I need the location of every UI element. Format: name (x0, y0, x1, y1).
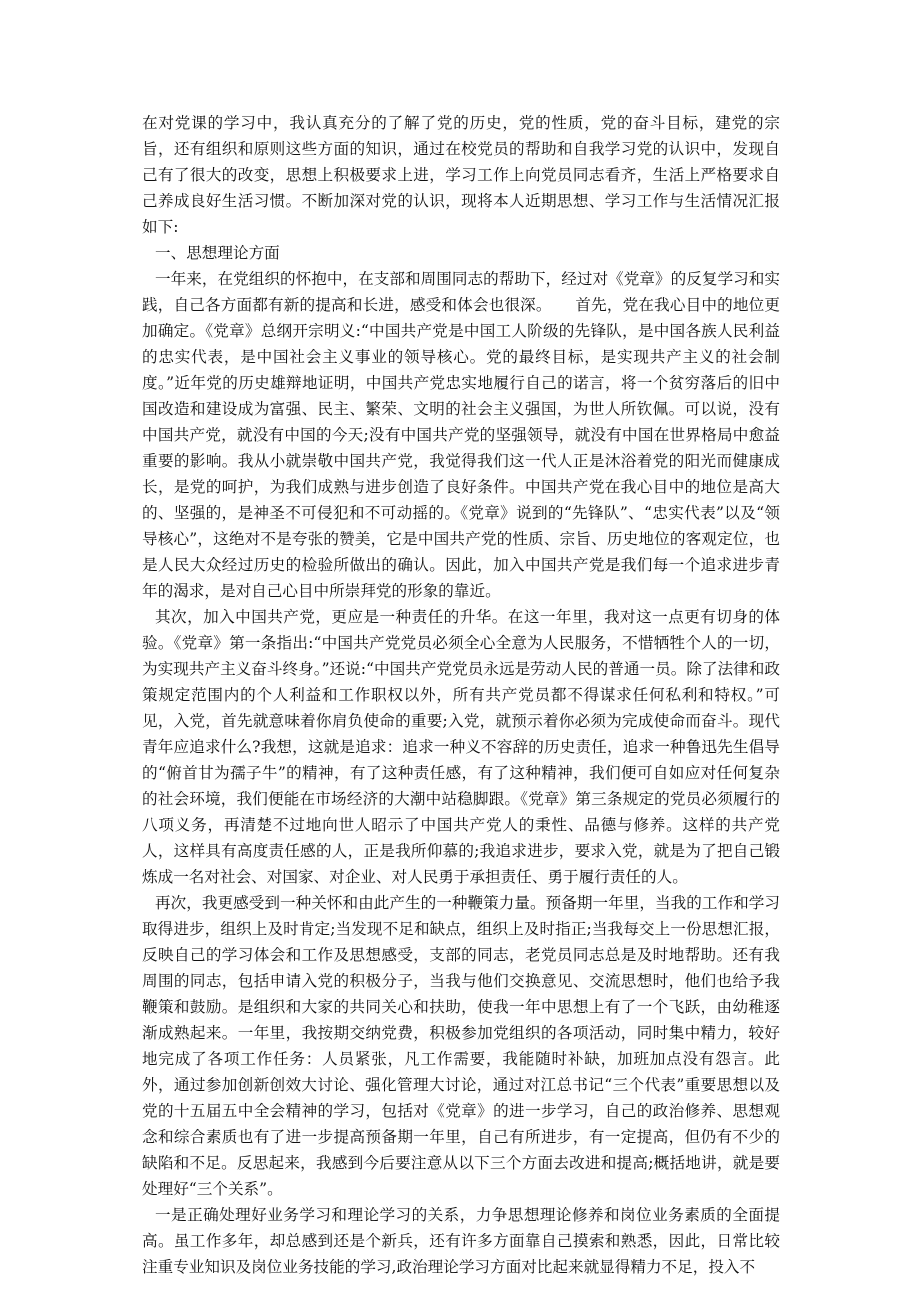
document-body (142, 110, 780, 1280)
paragraph-first-relation: 一是正确处理好业务学习和理论学习的关系，力争思想理论修养和岗位业务素质的全面提高。虽工作多年，却总感到还是个新兵，还有许多方面靠自己摸索和熟悉，因此，日常比较注重专业知识及岗位业务技能的学习,政治理论学习方面对比起来就显得精力不足，投入不 (142, 1206, 780, 1276)
paragraph-intro: 在对党课的学习中，我认真充分的了解了党的历史，党的性质，党的奋斗目标，建党的宗旨，还有组织和原则这些方面的知识，通过在校党员的帮助和自我学习党的认识中，发现自己有了很大的改变，思想上积极要求上进，学习工作上向党员同志看齐，生活上严格要求自己养成良好生活习惯。不断加深对党的认识，现将本人近期思想、学习工作与生活情况汇报如下: (142, 114, 780, 236)
paragraph-second-responsibility: 其次，加入中国共产党，更应是一种责任的升华。在这一年里，我对这一点更有切身的体验。《党章》第一条指出:“中国共产党党员必须全心全意为人民服务，不惜牺牲个人的一切，为实现共产主义奋斗终身。”还说:“中国共产党党员永远是劳动人民的普通一员。除了法律和政策规定范围内的个人利益和工作职权以外，所有共产党员都不得谋求任何私利和特权。”可见，入党，首先就意味着你肩负使命的重要;入党，就预示着你必须为完成使命而奋斗。现代青年应追求什么?我想，这就是追求：追求一种义不容辞的历史责任，追求一种鲁迅先生倡导的“俯首甘为孺子牛”的精神，有了这种责任感，有了这种精神，我们便可自如应对任何复杂的社会环境，我们便能在市场经济的大潮中站稳脚跟。《党章》第三条规定的党员必须履行的八项义务，再清楚不过地向世人昭示了中国共产党人的秉性、品德与修养。这样的共产党人，这样具有高度责任感的人，正是我所仰慕的;我追求进步，要求入党，就是为了把自己锻炼成一名对社会、对国家、对企业、对人民勇于承担责任、勇于履行责任的人。 (142, 608, 780, 886)
paragraph-first-year: 一年来，在党组织的怀抱中，在支部和周围同志的帮助下，经过对《党章》的反复学习和实践，自己各方面都有新的提高和长进，感受和体会也很深。 首先，党在我心目中的地位更加确定。《党章》总纲开宗明义:“中国共产党是中国工人阶级的先锋队，是中国各族人民利益的忠实代表，是中国社会主义事业的领导核心。党的最终目标，是实现共产主义的社会制度。”近年党的历史雄辩地证明，中国共产党忠实地履行自己的诺言，将一个贫穷落后的旧中国改造和建设成为富强、民主、繁荣、文明的社会主义强国，为世人所钦佩。可以说，没有中国共产党，就没有中国的今天;没有中国共产党的坚强领导，就没有中国在世界格局中愈益重要的影响。我从小就崇敬中国共产党，我觉得我们这一代人正是沐浴着党的阳光而健康成长，是党的呵护，为我们成熟与进步创造了良好条件。中国共产党在我心目中的地位是高大的、坚强的，是神圣不可侵犯和不可动摇的。《党章》说到的“先锋队”、“忠实代表”以及“领导核心”，这绝对不是夸张的赞美，它是中国共产党的性质、宗旨、历史地位的客观定位，也是人民大众经过历史的检验所做出的确认。因此，加入中国共产党是我们每一个追求进步青年的渴求，是对自己心目中所崇拜党的形象的靠近。 (142, 270, 780, 600)
section-heading-ideology: 一、思想理论方面 (155, 244, 280, 262)
paragraph-third-care: 再次，我更感受到一种关怀和由此产生的一种鞭策力量。预备期一年里，当我的工作和学习取得进步，组织上及时肯定;当发现不足和缺点，组织上及时指正;当我每交上一份思想汇报，反映自己的学习体会和工作及思想感受，支部的同志，老党员同志总是及时地帮助。还有我周围的同志，包括申请入党的积极分子，当我与他们交换意见、交流思想时，他们也给予我鞭策和鼓励。是组织和大家的共同关心和扶助，使我一年中思想上有了一个飞跃，由幼稚逐渐成熟起来。一年里，我按期交纳党费，积极参加党组织的各项活动，同时集中精力，较好地完成了各项工作任务：人员紧张，凡工作需要，我能随时补缺，加班加点没有怨言。此外，通过参加创新创效大讨论、强化管理大讨论，通过对江总书记“三个代表”重要思想以及党的十五届五中全会精神的学习，包括对《党章》的进一步学习，自己的政治修养、思想观念和综合素质也有了进一步提高预备期一年里，自己有所进步，有一定提高，但仍有不少的缺陷和不足。反思起来，我感到今后要注意从以下三个方面去改进和提高;概括地讲，就是要处理好“三个关系”。 (142, 894, 780, 1198)
